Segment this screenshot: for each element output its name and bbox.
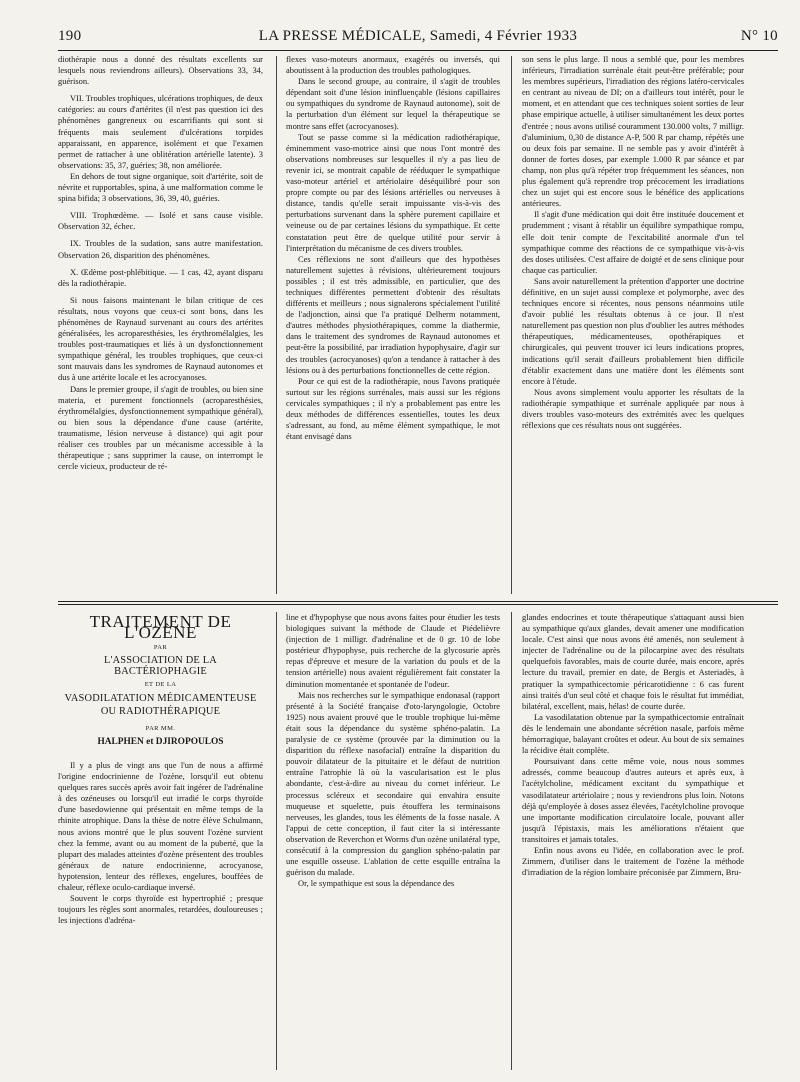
paragraph: Si nous faisons maintenant le bilan critique de ces résultats, nous voyons que ceux-ci sont bons, dans les phénomènes de Raynaud survenant au cours des artérites généralisées, les acroparesthésies, les érythromélalgies, les troubles post-traumatiques et liés à un dysfonctionnement sympathique général, les troubles trophiques, que ceux-ci sont mauvais dans les syndromes de Raynaud autonomes et dus à une artérite locale et les acrocyanoses. (58, 294, 263, 383)
title-line: L'ASSOCIATION DE LA BACTÉRIOPHAGIE (103, 655, 218, 678)
top-column-3 (522, 54, 744, 596)
page-number: 190 (58, 28, 82, 44)
paragraph: flexes vaso-moteurs anormaux, exagérés ou inversés, qui aboutissent à la production des troubles pathologiques. (286, 54, 500, 76)
paragraph: line et d'hypophyse que nous avons faites pour étudier les tests biologiques suivant la méthode de Claude et Piédelièvre (injection de 1 milligr. d'adrénaline et de 0 gr. 10 de lobe postérieur d'hypophyse, puis recherche de la glycosurie après repas d'épreuve et mesure de la variation du pouls et de la tension artérielle) nous avaient régulièrement fait constater la diminution momentanée et spontanée de l'odeur. (286, 612, 500, 689)
title-line: OU RADIOTHÉRAPIQUE (100, 705, 221, 717)
by-label: PAR MM. (145, 724, 176, 732)
column-divider (511, 612, 512, 1070)
top-column-2 (286, 54, 500, 596)
paragraph: Nous avons simplement voulu apporter les résultats de la radiothérapie sympathique et surrénale appliquée par nous à divers troubles vaso-moteurs des extrémités avec les quelques réflexions que ces résultats nous ont suggérées. (522, 386, 744, 431)
paragraph: glandes endocrines et toute thérapeutique s'attaquant aussi bien au sympathique qu'aux glandes, devait amener une modification locale. C'est ainsi que nous avons été amenés, non seulement à injecter de l'adrénaline ou de la pilocarpine avec des résultats quelquefois favorables, mais de courte durée, mais encore, après lecture du travail, premier en date, de Bergis et Asteriadès, à pratiquer la sympathicectomie péricarotidienne : 6 cas furent ainsi traités d'un seul côté et chaque fois le résultat fut immédiat, bilatéral, excellent, mais, hélas! de courte durée. (522, 612, 744, 711)
paragraph: son sens le plus large. Il nous a semblé que, pour les membres inférieurs, l'irradiation surrénale était peut-être préférable; pour les membres supérieurs, l'irradiation des régions latéro-cervicales en centrant au niveau de DI; on a d'ailleurs tout intérêt, pour le moment, et en attendant que ces techniques soient sorties de leur phase empirique actuelle, à utiliser simultanément les deux portes d'entrée ; nous avons utilisé couramment 130.000 volts, 7 milligr. d'aluminium, 0,30 de distance A-P, 500 R par champ, répétés une ou deux fois par semaine. Il ne semble pas y avoir d'intérêt à donner de fortes doses, par exemple 1.000 R par séance et par champ, non plus qu'à répéter trop fréquemment les séances, non plus également qu'à reprendre trop précocement les irradiations chez un sujet qui est encore sous le bénéfice des applications antérieures. (522, 54, 744, 209)
paragraph: Or, le sympathique est sous la dépendance des (298, 878, 455, 889)
column-divider (511, 56, 512, 594)
paragraph: Mais nos recherches sur le sympathique endonasal (rapport présenté à la Société française d'oto-laryngologie, Octobre 1925) nous avaient prouvé que le trouble trophique lui-même était sous la dépendance du système sphéno-palatin. La paralysie de ce système (prouvée par la diminution ou la disparition du réflexe nasofacial) entraîne la disparition du pouvoir dilatateur de la pituitaire et le défaut de nutrition entraîne l'atrophie là où la vascularisation est le plus abondante, c'est-à-dire au niveau du cornet inférieur. Le processus scléreux et secondaire qui envahira ensuite muqueuse et squelette, puis étouffera les terminaisons nerveuses, les glandes, tous les éléments de la fosse nasale. A l'appui de cette conception, il faut citer la si intéressante observation de Reverchon et Worms d'un ozène unilatéral type, consécutif à la compression du ganglion sphéno-palatin par une esquille osseuse. L'ablation de cette esquille entraîna la guérison du malade. (286, 689, 500, 878)
paragraph: VIII. Trophœdème. — Isolé et sans cause visible. Observation 32, échec. (58, 210, 263, 232)
paragraph: Enfin nous avons eu l'idée, en collaboration avec le prof. Zimmern, d'utiliser dans le traitement de l'ozène la méthode d'irradiation de la région lombaire préconisée par Zimmern, Bru- (522, 844, 744, 878)
paragraph: IX. Troubles de la sudation, sans autre manifestation. Observation 26, disparition des phénomènes. (58, 238, 263, 260)
article-title-block (58, 612, 263, 748)
paragraph: Ces réflexions ne sont d'ailleurs que des hypothèses naturellement sujettes à révisions, ultérieurement toujours possibles ; il est très admissible, en particulier, que des techniques différentes permettent d'obtenir des résultats différents et meilleurs ; nous signalerons spécialement l'utilité de l'adjonction, ainsi que l'a pratiqué Delherm notamment, d'autres méthodes physiothérapiques, comme la diathermie, dans le traitement des syndromes de Raynaud autonomes et peut-être la possibilité, par irradiation hypophysaire, d'agir sur des troubles (acrocyanoses) qu'on a tendance à rattacher à des lésions ou à des perturbations fonctionnelles de cette région. (286, 253, 500, 375)
paragraph: Il s'agit d'une médication qui doit être instituée doucement et prudemment ; visant à rétablir un équilibre sympathique rompu, elle doit tenir compte de l'excitabilité anormale d'un tel sympathique comme des réactions de ce sympathique vis-à-vis des doses utilisées. C'est affaire de doigté et de sens clinique pour chaque cas particulier. (522, 209, 744, 275)
article-column-1 (58, 612, 263, 1072)
top-column-1 (58, 54, 263, 596)
journal-title: LA PRESSE MÉDICALE, Samedi, 4 Février 1933 (258, 28, 578, 44)
section-rule (58, 601, 778, 602)
column-divider (276, 612, 277, 1070)
paragraph: En dehors de tout signe organique, soit d'artérite, soit de névrite et rupportables, spina, à une malformation comme le spina bifida; 3 observations, 36, 39, 40, guéries. (58, 170, 263, 204)
article-authors: HALPHEN et DJIROPOULOS (97, 736, 224, 747)
paragraph: diothérapie nous a donné des résultats excellents sur lesquels nous reviendrons ailleurs). Observations 33, 34, guérison. (58, 54, 263, 87)
paragraph: VII. Troubles trophiques, ulcérations trophiques, de deux catégories: au cours d'artérites (il n'est pas question ici des phénomènes gangreneux ou escarrifiants qui sont si fréquents mais seulement d'ulcérations torpides apparaissant, en apparence, isolément et que l'examen permet de rattacher à une oblitération artérielle latente). 3 observations: 35, 37, guéries; 38, non améliorée. (58, 93, 263, 170)
paragraph: X. Œdème post-phlébitique. — 1 cas, 42, ayant disparu dès la radiothérapie. (58, 266, 263, 288)
article-column-2 (286, 612, 500, 1072)
title-connector: ET DE LA (144, 681, 177, 689)
article-title: TRAITEMENT DE L'OZÈNE (89, 612, 232, 643)
paragraph: Dans le premier groupe, il s'agit de troubles, ou bien sine materia, et purement fonctionnels (acroparesthésies, érythromélalgies, dysfonctionnement sympathique général), ou bien sous la dépendance d'une cause (artérite, traumatisme, lésion nerveuse à distance) qui agit pour réaliser ces troubles par un mécanisme accessible à la thérapeutique ; sans supprimer la cause, on interrompt le cercle vicieux, producteur de ré- (58, 383, 263, 472)
paragraph: Tout se passe comme si la médication radiothérapique, éminemment vaso-motrice ainsi que nous l'ont montré des observations nombreuses sur lesquelles il n'y a pas lieu de revenir ici, se montrait capable de rééduquer le sympathique vaso-moteur artériel et artériolaire déséquilibré pour son propre compte ou par des lésions artérielles ou nerveuses à distance, tandis qu'elle serait impuissante vis-à-vis des perturbations survenant dans la sphère purement capillaire et veineuse ou de par certaines lésions du sympathique. Et cette constatation peut être de quelque utilité pour servir à l'interprétation du mécanisme de ces divers troubles. (286, 131, 500, 253)
paragraph: Pour ce qui est de la radiothérapie, nous l'avons pratiquée surtout sur les régions surrénales, mais aussi sur les régions cervicales sympathiques ; il n'y a probablement pas entre les deux méthodes de différences essentielles, toutes les deux s'adressant, au fond, au même élément sympathique, le mot étant envisagé dans (286, 375, 500, 442)
paragraph: Poursuivant dans cette même voie, nous nous sommes adressés, comme beaucoup d'autres auteurs et après eux, à l'acétylcholine, médicament excitant du sympathique et vasodilatateur artériolaire ; nous y reviendrons plus loin. Notons déjà qu'employée à doses assez élevées, l'acétylcholine provoque une importante modification circulatoire locale, pouvant aller jusqu'à l'épistaxis, mais les améliorations n'étaient que transitoires et jamais totales. (522, 756, 744, 844)
section-rule (58, 604, 778, 605)
article-column-3 (522, 612, 744, 1072)
paragraph: Souvent le corps thyroïde est hypertrophié ; presque toujours les règles sont anormales, retardées, douloureuses ; les injections d'adréna- (58, 893, 263, 926)
column-divider (276, 56, 277, 594)
paragraph: Dans le second groupe, au contraire, il s'agit de troubles dépendant soit d'une lésion ininfluençable (lésions capillaires ou sympathiques du syndrome de Raynaud autonome), soit de la perturbation d'un élément sur lequel la thérapeutique se montre sans effet (acrocyanoses). (286, 76, 500, 131)
paragraph: Il y a plus de vingt ans que l'un de nous a affirmé l'origine endocrinienne de l'ozène, lorsqu'il eut obtenu quelques rares succès après avoir fait ingérer de l'adrénaline à des ozéneuses ou lorsqu'il eut irradié le corps thyroïde d'une basedowienne qui présentait en même temps de la rhinite atrophique. Dans la thèse de notre élève Schulmann, nous avions montré que le plus souvent l'ozène survient chez la femme, avant ou au moment de la puberté, que la plupart des malades atteintes d'ozène présentent des troubles généraux de nature endocrinienne, acrocyanose, hypotension, lenteur des réflexes, engelures, bouffées de chaleur, réflexe oculo-cardiaque inversé. (58, 759, 263, 892)
header-rule (58, 50, 778, 51)
paragraph: Sans avoir naturellement la prétention d'apporter une doctrine définitive, en un sujet aussi complexe et polymorphe, avec des techniques encore si récentes, nous pensons néanmoins utile d'avoir publié les résultats obtenus à ce jour. Il n'est naturellement pas question non plus d'oublier les autres méthodes thérapeutiques, médicamenteuses, opothérapiques et chirurgicales, qui peuvent trouver ici leurs indications propres, indications qu'il serait d'ailleurs probablement bien difficile d'établir exactement dans une matière dont les éléments sont encore à l'étude. (522, 275, 744, 386)
page-header (58, 28, 778, 50)
title-line: VASODILATATION MÉDICAMENTEUSE (64, 692, 257, 704)
by-label: PAR (153, 644, 168, 652)
issue-number: N° 10 (740, 28, 778, 44)
paragraph: La vasodilatation obtenue par la sympathicectomie entraînait dès le lendemain une abondante sécrétion nasale, parfois même hémorragique, balayant croûtes et odeur. Au bout de six semaines la récidive était complète. (522, 711, 744, 756)
